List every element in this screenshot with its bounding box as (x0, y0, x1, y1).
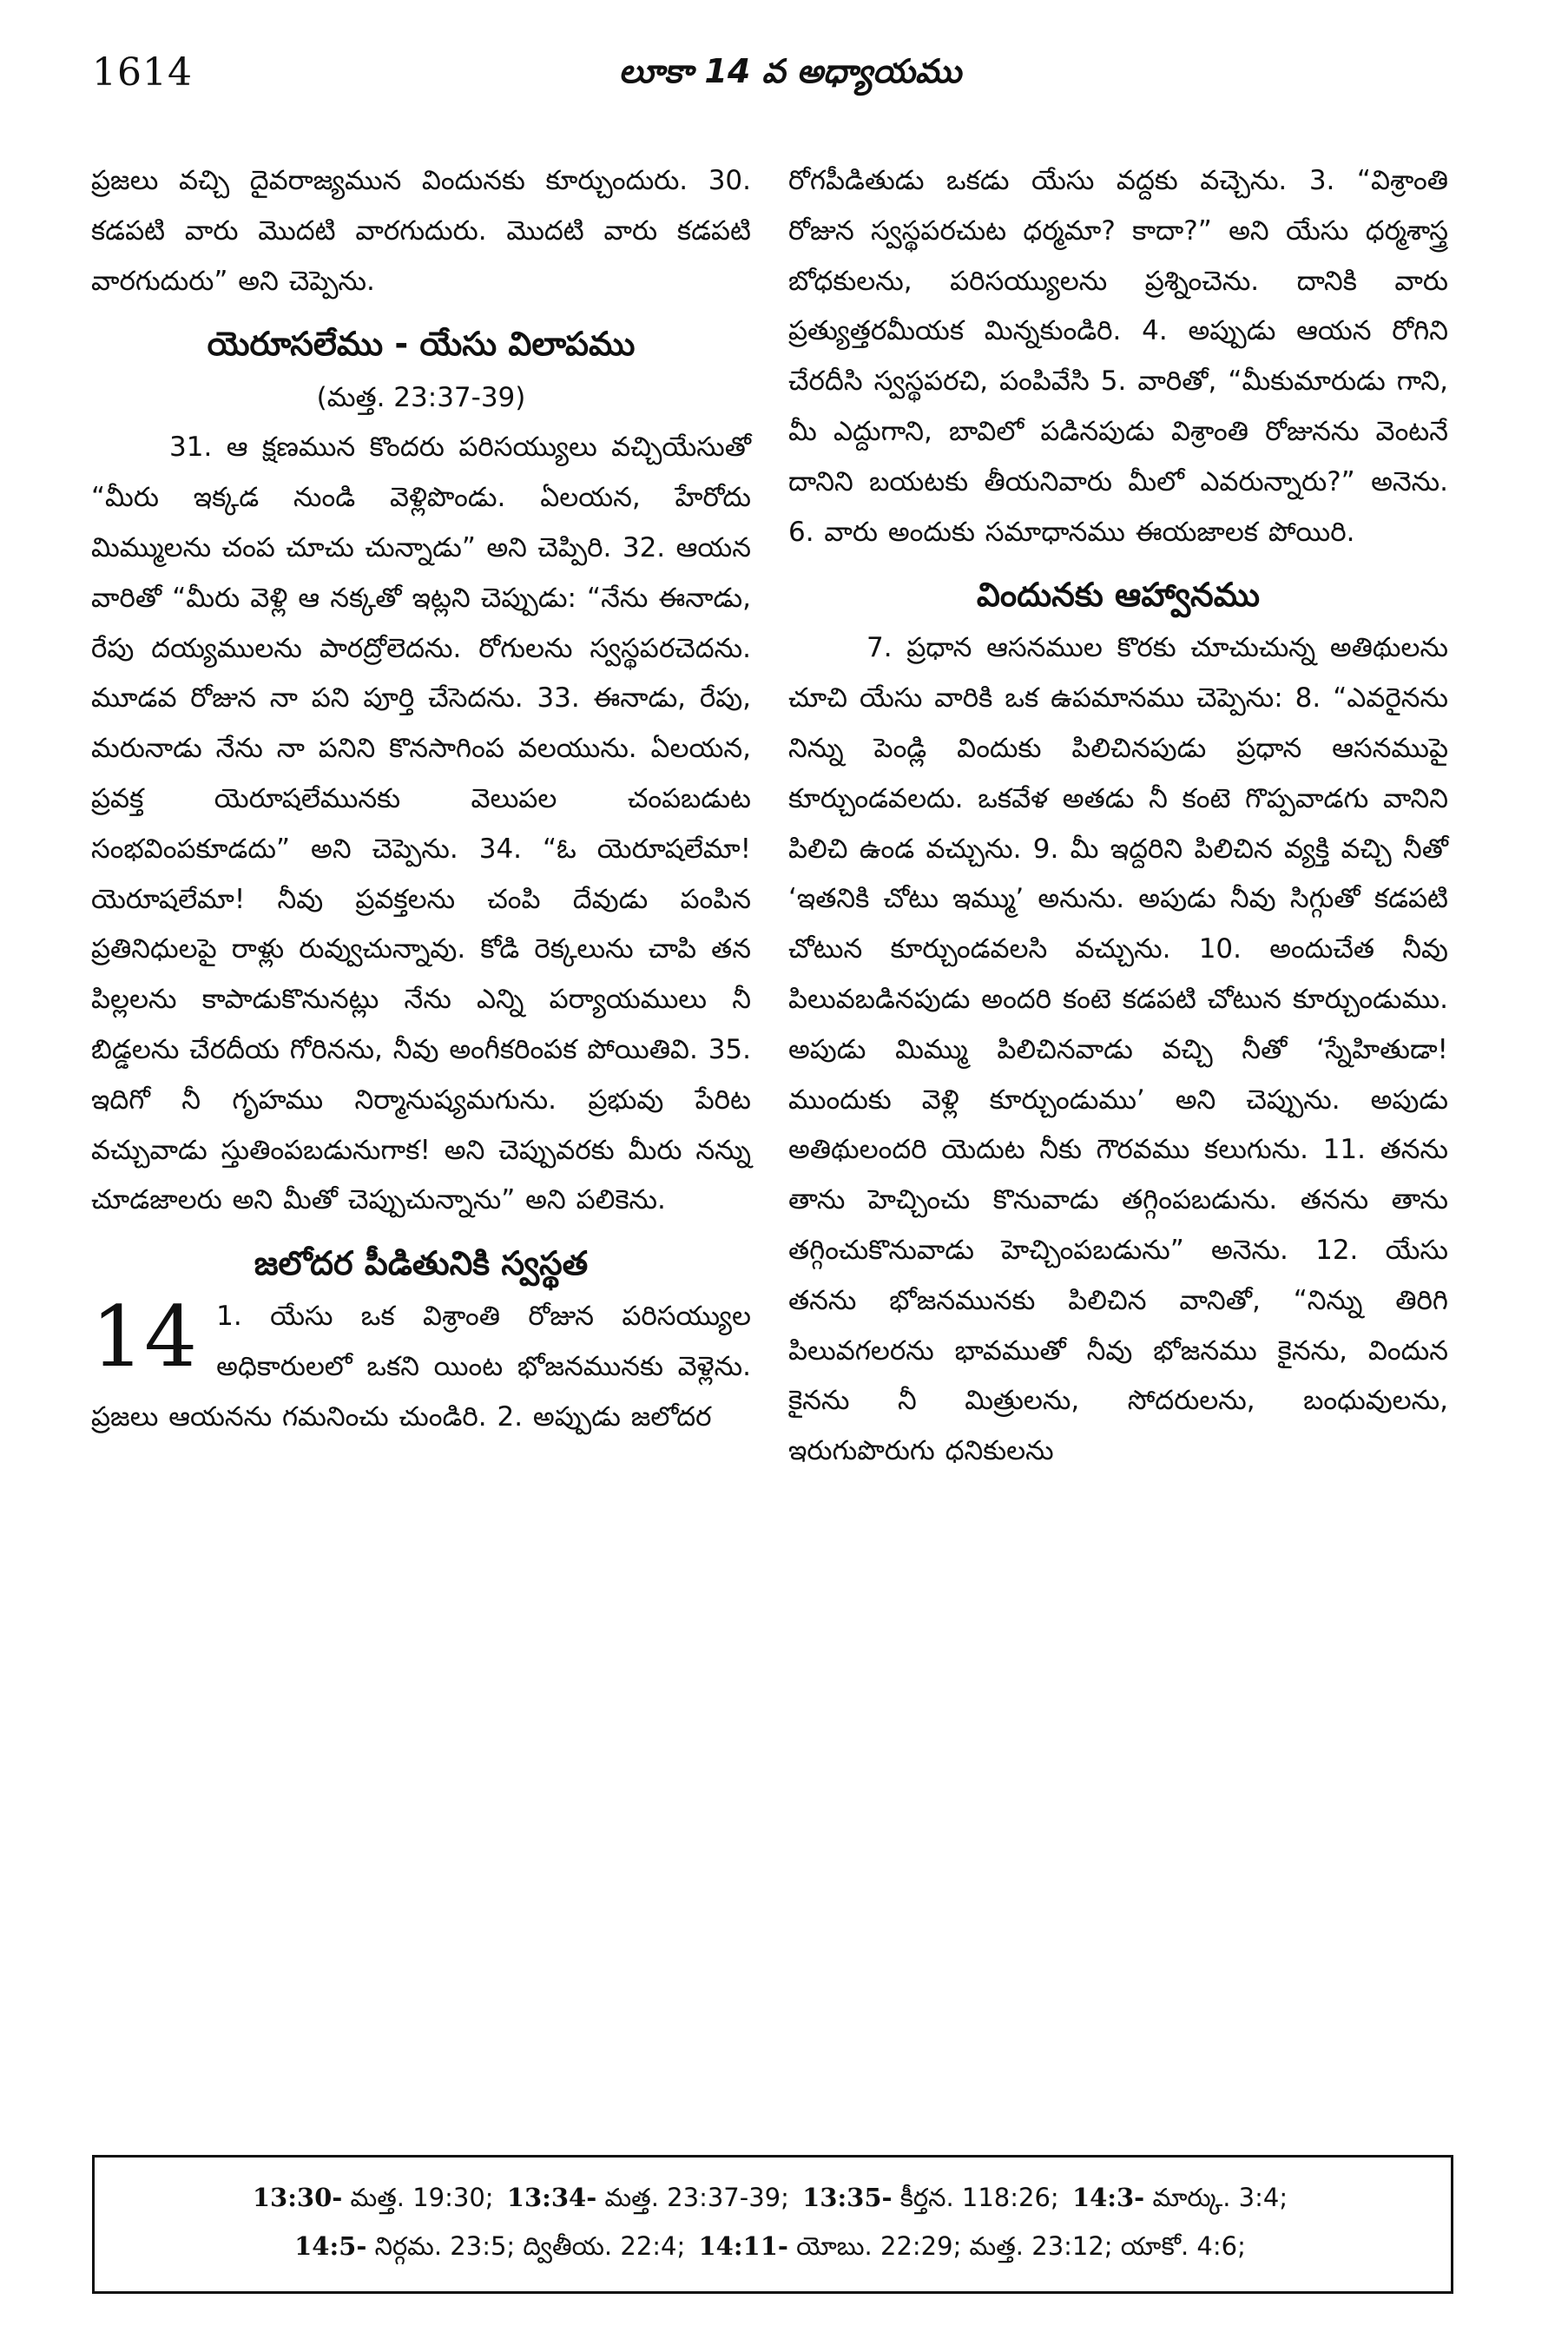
text-line: అని చెప్పును. అపుడు అతిథులందరి యెదుట (788, 1084, 1449, 1166)
text-line: అపుడు మిమ్ము పిలిచినవాడు వచ్చి నీతో (788, 1033, 1317, 1065)
right-column (788, 156, 1448, 1477)
paragraph-verses-2-6 (788, 156, 1448, 557)
chapter-start (91, 1288, 751, 1442)
section-heading: విందునకు ఆహ్వానము (976, 576, 1261, 615)
footnote-ref: 13:34- (506, 2183, 597, 2212)
footnote-text: నిర్గమ. 23:5; ద్వితీయ. 22:4; (374, 2231, 686, 2261)
text-line: భోజనమునకు వెళ్లెను. ప్రజలు ఆయనను (91, 1350, 751, 1433)
footnote-text: కీర్తన. 118:26; (899, 2183, 1059, 2212)
text-line: అతిథులను చూచి యేసు వారికి ఒక (788, 632, 1448, 715)
text-line: కాదా?” అని యేసు ధర్మశాస్త్ర బోధకులను, (788, 214, 1449, 297)
text-line: హెచ్చించు కొనువాడు తగ్గింపబడును. తనను (867, 1184, 1392, 1216)
section-heading: యెరూసలేము - యేసు విలాపము (207, 325, 636, 364)
page-number: 1614 (92, 50, 193, 95)
text-line: 7. ప్రధాన ఆసనముల కొరకు చూచుచున్న (866, 632, 1330, 664)
cross-reference-line (95, 2222, 1451, 2270)
text-line: వచ్చువాడు స్తుతింపబడునుగాక! అని (91, 1134, 499, 1166)
text-line: 5. వారితో, “మీకుమారుడు గాని, మీ ఎద్దుగాని, (788, 366, 1448, 447)
footnote-text: మత్త. 23:37-39; (604, 2183, 789, 2212)
text-line: నీకు గౌరవము కలుగును. 11. తనను తాను (788, 1134, 1448, 1216)
text-line: వలయును. ఏలయన, ప్రవక్త యెరూషలేమునకు (91, 733, 751, 814)
text-line: పరిసయ్యులను ప్రశ్నించెను. దానికి వారు (950, 265, 1448, 297)
parallel-reference: (మత్త. 23:37-39) (316, 382, 526, 414)
text-line: కైనను నీ మిత్రులను, సోదరులను, (788, 1385, 1304, 1417)
text-line: వారగుదురు” అని చెప్పెను. (91, 265, 375, 297)
text-line: 31. ఆ క్షణమున కొందరు పరిసయ్యులు (169, 432, 612, 464)
text-line: గమనించు చుండిరి. 2. అప్పుడు జలోదర (281, 1400, 712, 1433)
paragraph-verse-31 (91, 423, 751, 1226)
cross-reference-line (95, 2173, 1451, 2222)
footnote-ref: 13:35- (802, 2183, 893, 2212)
text-line: కాపాడుకొనునట్లు నేను ఎన్ని పర్యాయములు (201, 984, 733, 1016)
text-line: వారగుదురు. మొదటి వారు కడపటి (355, 214, 751, 247)
text-line: నీ బిడ్డలను చేరదీయ గోరినను, నీవు (91, 984, 751, 1065)
text-line: అంగీకరింపక పోయితివి. 35. ఇదిగో నీ (91, 1033, 751, 1116)
text-line: దానిని బయటకు తీయనివారు మీలో (788, 465, 1201, 497)
text-line: “మీరు వెళ్లి ఆ నక్కతో ఇట్లని చెప్పుడు: “నేను (172, 582, 659, 614)
paragraph-verse-7 (788, 623, 1448, 1477)
text-line: ఈనాడు, రేపు దయ్యములను పారద్రోలెదను. (91, 582, 751, 664)
text-line: ప్రజలు వచ్చి దైవరాజ్యమున విందునకు (91, 165, 546, 196)
text-line: ఆయన రోగిని చేరదీసి స్వస్థపరచి, పంపివేసి (788, 315, 1448, 398)
text-line: పిలిచిన వానితో, “నిన్ను తిరిగి పిలువగలరను (788, 1284, 1448, 1367)
footnote-text: మార్కు. 3:4; (1152, 2183, 1288, 2212)
running-head: లూకా 14 వ అధ్యాయము (618, 52, 962, 90)
text-line: బంధువులను, ఇరుగుపొరుగు ధనికులను (788, 1385, 1448, 1467)
text-line: ఆసనముపై కూర్చుండవలదు. ఒకవేళ అతడు (788, 732, 1448, 814)
section-heading: జలోదర పీడితునికి స్వస్థత (254, 1244, 589, 1283)
text-line: నీతో ‘ఇతనికి చోటు ఇమ్ము’ అనును. అపుడు (788, 833, 1449, 915)
footnote-ref: 14:11- (698, 2231, 788, 2261)
text-line: పరిసయ్యుల అధికారులలో ఒకని యింట (216, 1301, 751, 1382)
text-line: మరునాడు నేను నా పనిని కొనసాగింప (91, 733, 518, 765)
left-column (91, 156, 751, 1443)
text-line: వచ్చును. 9. మీ ఇద్దరిని పిలిచిన వ్యక్తి వచ్చి (926, 833, 1403, 865)
text-line: ‘స్నేహితుడా! ముందుకు వెళ్లి కూర్చుండుము’ (788, 1033, 1448, 1116)
text-line: మీతో చెప్పుచున్నాను” అని పలికెను. (283, 1184, 666, 1216)
text-line: బావిలో పడినపుడు విశ్రాంతి రోజునను వెంటనే (949, 415, 1448, 447)
text-line: చున్నాడు” అని చెప్పిరి. 32. ఆయన వారితో (91, 531, 751, 614)
text-line: వచ్చియేసుతో “మీరు ఇక్కడ నుండి వెళ్లిపొండు. (91, 432, 751, 514)
cross-reference-box (92, 2155, 1453, 2294)
chapter-number: 14 (91, 1288, 198, 1387)
text-line: సమాధానము ఈయజాలక పోయిరి. (985, 516, 1355, 548)
text-line: ఉపమానము చెప్పెను: 8. “ఎవరైనను నిన్ను (788, 682, 1448, 764)
text-line: గృహము నిర్మానుష్యమగును. ప్రభువు పేరిట (232, 1084, 751, 1116)
text-line: రోగపీడితుడు ఒకడు యేసు వద్దకు వచ్చెను. (788, 165, 1309, 196)
text-line: పెండ్లి విందుకు పిలిచినపుడు ప్రధాన (873, 732, 1333, 764)
footnote-ref: 13:30- (252, 2183, 343, 2212)
text-line: 1. యేసు ఒక విశ్రాంతి రోజున (216, 1301, 623, 1333)
text-line: నీ కంటె గొప్పవాడగు వానిని పిలిచి ఉండ (788, 782, 1448, 865)
text-line: వెలుపల చంపబడుట సంభవింపకూడదు” (91, 782, 751, 865)
text-line: వచ్చును. 10. అందుచేత నీవు పిలువబడినపుడు (788, 933, 1448, 1015)
paragraph-continued (91, 156, 751, 306)
text-line: చెప్పువరకు మీరు నన్ను చూడజాలరు అని (91, 1134, 751, 1216)
text-line: ప్రత్యుత్తరమీయక మిన్నకుండిరి. 4. అప్పుడు (788, 315, 1297, 347)
text-line: అందరి కంటె కడపటి చోటున కూర్చుండుము. (981, 983, 1448, 1015)
footnote-text: యోబు. 22:29; మత్త. 23:12; యాకో. 4:6; (796, 2231, 1246, 2261)
text-line: నీవు సిగ్గుతో కడపటి చోటున కూర్చుండవలసి (788, 883, 1448, 965)
text-line: భావముతో నీవు భోజనము కైనను, విందున (954, 1334, 1448, 1367)
text-line: యెరూషలేమా! నీవు ప్రవక్తలను చంపి దేవుడు (91, 883, 681, 915)
text-line: ఎవరున్నారు?” అనెను. 6. వారు అందుకు (788, 465, 1448, 548)
text-line: తాను తగ్గించుకొనువాడు హెచ్చింపబడును” (788, 1184, 1449, 1266)
text-line: అనెను. 12. యేసు తనను భోజనమునకు (788, 1234, 1448, 1316)
text-line: ఏలయన, హేరోదు మిమ్ములను చంప చూచు (91, 482, 751, 563)
footnote-text: మత్త. 19:30; (350, 2183, 494, 2212)
footnote-ref: 14:3- (1071, 2183, 1145, 2212)
text-line: కూర్చుందురు. 30. కడపటి వారు మొదటి (91, 165, 751, 247)
footnote-ref: 14:5- (294, 2231, 367, 2261)
text-line: పంపిన ప్రతినిధులపై రాళ్లు రువ్వుచున్నావు. (91, 883, 751, 965)
text-line: 3. “విశ్రాంతి రోజున స్వస్థపరచుట ధర్మమా? (788, 165, 1448, 247)
text-line: రోగులను స్వస్థపరచెదను. మూడవ రోజున (91, 632, 751, 715)
text-line: నా పని పూర్తి చేసెదను. 33. ఈనాడు, రేపు, (269, 682, 751, 715)
text-line: అని చెప్పెను. 34. “ఓ యెరూషలేమా! (311, 833, 751, 865)
text-line: కోడి రెక్కలును చాపి తన పిల్లలను (91, 933, 752, 1016)
